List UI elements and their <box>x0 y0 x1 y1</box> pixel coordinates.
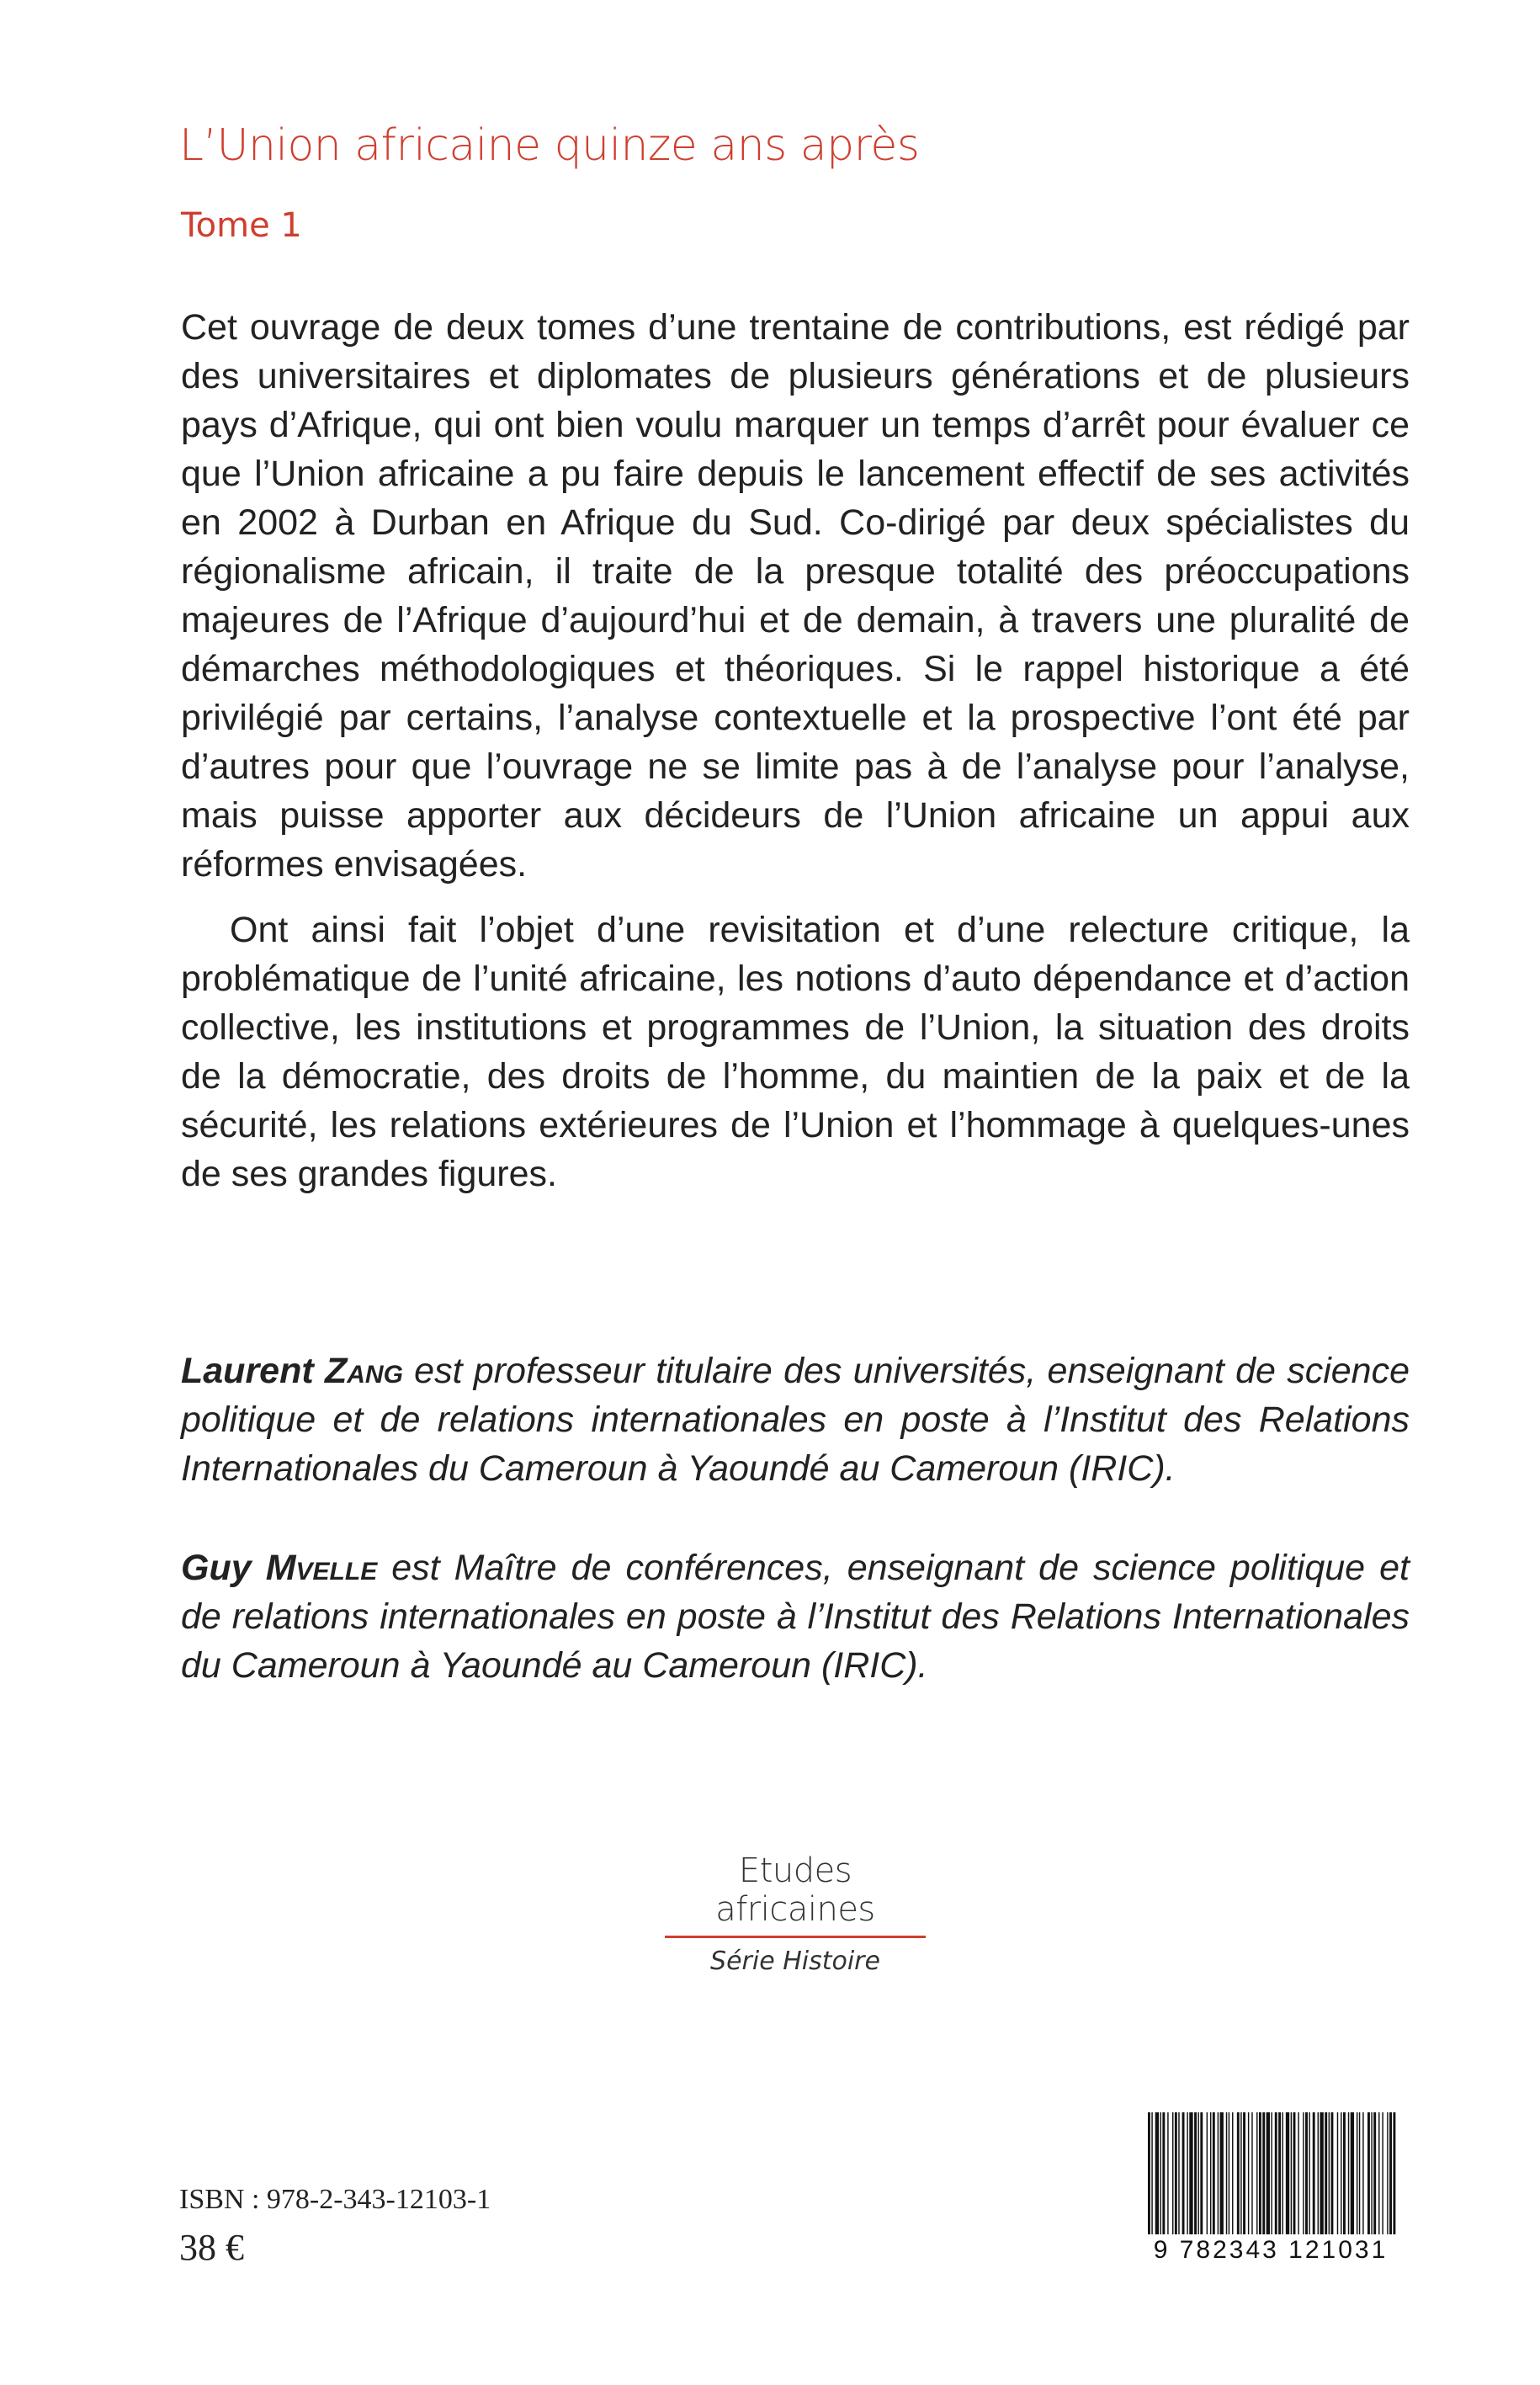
author-bio <box>181 1543 1410 1690</box>
barcode-bar <box>1320 2112 1323 2234</box>
barcode-bar <box>1197 2112 1198 2234</box>
collection-divider <box>665 1936 926 1938</box>
barcode-bar <box>1286 2112 1289 2234</box>
barcode-bar <box>1213 2112 1215 2234</box>
barcode-bar <box>1313 2112 1315 2234</box>
barcode-bar <box>1243 2112 1245 2234</box>
collection-series: Série Histoire <box>710 1947 880 1976</box>
barcode-bar <box>1291 2112 1292 2234</box>
barcode-bar <box>1178 2112 1179 2234</box>
barcode-bar <box>1343 2112 1346 2234</box>
barcode-bar <box>1305 2112 1308 2234</box>
price-label: 38 € <box>179 2227 244 2268</box>
barcode-bar <box>1218 2112 1219 2234</box>
barcode <box>1144 2112 1397 2264</box>
barcode-bar <box>1167 2112 1168 2234</box>
barcode-bar <box>1248 2112 1249 2234</box>
barcode-bar <box>1259 2112 1261 2234</box>
author-first-name: Laurent <box>181 1351 314 1391</box>
barcode-bar <box>1393 2112 1395 2234</box>
barcode-bar <box>1337 2112 1338 2234</box>
barcode-bar <box>1362 2112 1363 2234</box>
barcode-bar <box>1329 2112 1330 2234</box>
barcode-bar <box>1220 2112 1224 2234</box>
barcode-bar <box>1318 2112 1319 2234</box>
barcode-bar <box>1207 2112 1208 2234</box>
barcode-bar <box>1282 2112 1283 2234</box>
barcode-bar <box>1262 2112 1265 2234</box>
barcode-bar <box>1303 2112 1304 2234</box>
book-title: L’Union africaine quinze ans après <box>179 120 920 171</box>
barcode-bar <box>1189 2112 1192 2234</box>
barcode-bar <box>1367 2112 1370 2234</box>
back-cover-summary <box>181 303 1410 1215</box>
barcode-bar <box>1151 2112 1152 2234</box>
barcode-bar <box>1210 2112 1211 2234</box>
author-bio <box>181 1347 1410 1493</box>
barcode-bar <box>1271 2112 1272 2234</box>
author-bios <box>181 1347 1410 1740</box>
barcode-bar <box>1371 2112 1372 2234</box>
summary-paragraph: Cet ouvrage de deux tomes d’une trentaine de contributions, est rédigé par des universitaires et diplomates de plusieurs générations et de plusieurs pays d’Afrique, qui ont bien voulu marquer un temps d’arrêt pour évaluer ce que l’Union africaine a pu faire depuis le lancement effectif de ses activités en 2002 à Durban en Afrique du Sud. Co-dirigé par deux spécialistes du régionalisme africain, il traite de la presque totalité des préoccupations majeures de l’Afrique d’aujourd’hui et de demain, à travers une pluralité de démarches méthodologiques et théoriques. Si le rappel historique a été privilégié par certains, l’analyse contextuelle et la prospective l’ont été par d’autres pour que l’ouvrage ne se limite pas à de l’analyse pour l’analyse, mais puisse apporter aux décideurs de l’Union africaine un appui aux réformes envisagées. <box>181 307 1410 884</box>
collection-logo <box>665 1851 926 1976</box>
barcode-bar <box>1351 2112 1354 2234</box>
summary-paragraph: Ont ainsi fait l’objet d’une revisitation et d’une relecture critique, la problématique de l’unité africaine, les notions d’auto dépendance et d’action collective, les institutions et programmes de l’Union, la situation des droits de la démocratie, des droits de l’homme, du maintien de la paix et de la sécurité, les relations extérieures de l’Union et l’hommage à quelques-unes de ses grandes figures. <box>181 910 1410 1194</box>
isbn-label: ISBN : 978-2-343-12103-1 <box>179 2184 491 2215</box>
barcode-bar <box>1278 2112 1281 2234</box>
author-bio-text: est Maître de conférences, enseignant de science politique et de relations internationales en poste à l’Institut des Relations Internationales du Cameroun à Yaoundé au Cameroun (IRIC). <box>181 1548 1410 1686</box>
barcode-bar <box>1373 2112 1376 2234</box>
barcode-bar <box>1378 2112 1379 2234</box>
barcode-bar <box>1200 2112 1203 2234</box>
author-first-name: Guy <box>181 1548 252 1588</box>
barcode-bar <box>1237 2112 1240 2234</box>
barcode-bar <box>1348 2112 1349 2234</box>
barcode-bar <box>1293 2112 1296 2234</box>
collection-name: Etudes africaines <box>715 1851 875 1929</box>
barcode-bar <box>1148 2112 1150 2234</box>
barcode-bar <box>1162 2112 1165 2234</box>
barcode-bar <box>1331 2112 1334 2234</box>
author-bio-text: est professeur titulaire des universités, enseignant de science politique et de relations internationales en poste à l’Institut des Relations Internationales du Cameroun à Yaoundé au Cameroun (IRIC). <box>181 1351 1410 1489</box>
author-last-name: Zang <box>324 1351 403 1391</box>
barcode-bar <box>1175 2112 1177 2234</box>
barcode-bar <box>1155 2112 1159 2234</box>
barcode-bar <box>1275 2112 1277 2234</box>
barcode-bar <box>1256 2112 1257 2234</box>
barcode-digits: 9 782343 121031 <box>1153 2236 1389 2264</box>
barcode-bar <box>1325 2112 1327 2234</box>
barcode-bar <box>1226 2112 1227 2234</box>
barcode-bar <box>1160 2112 1161 2234</box>
barcode-bar <box>1232 2112 1233 2234</box>
barcode-bar <box>1387 2112 1388 2234</box>
barcode-bar <box>1194 2112 1197 2234</box>
barcode-bar <box>1182 2112 1185 2234</box>
author-last-name: Mvelle <box>265 1548 378 1588</box>
barcode-bar <box>1251 2112 1252 2234</box>
barcode-bar <box>1359 2112 1360 2234</box>
barcode-bar <box>1240 2112 1241 2234</box>
barcode-bar <box>1267 2112 1270 2234</box>
barcode-bar <box>1389 2112 1392 2234</box>
barcode-bars <box>1144 2112 1397 2234</box>
barcode-bar <box>1382 2112 1383 2234</box>
volume-label: Tome 1 <box>181 206 302 245</box>
barcode-bar <box>1172 2112 1173 2234</box>
